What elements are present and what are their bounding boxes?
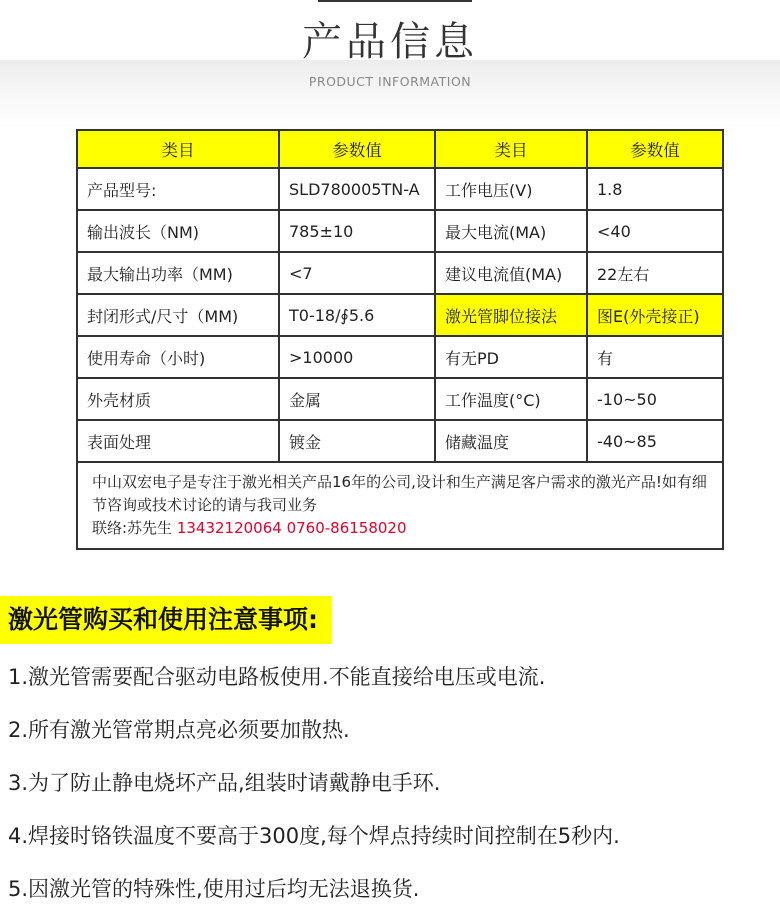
cell-value: -10~50 — [587, 378, 723, 420]
cell-value: 1.8 — [587, 168, 723, 210]
caution-item: 5.因激光管的特殊性,使用过后均无法退换货. — [8, 877, 420, 901]
cell-label: 建议电流值(MA) — [435, 252, 587, 294]
table-row — [77, 210, 723, 252]
cell-label: 有无PD — [435, 336, 587, 378]
cell-label: 表面处理 — [77, 420, 279, 462]
spec-table — [76, 129, 724, 550]
caution-item: 2.所有激光管常期点亮必须要加散热. — [8, 718, 350, 742]
cell-value: <40 — [587, 210, 723, 252]
header-band — [0, 60, 780, 128]
cell-value: T0-18/∮5.6 — [279, 294, 435, 336]
cell-value-highlight: 图E(外壳接正) — [587, 294, 723, 336]
cautions-title: 激光管购买和使用注意事项: — [0, 596, 332, 644]
header-value: 参数值 — [279, 130, 435, 168]
table-row — [77, 168, 723, 210]
company-note-text: 中山双宏电子是专注于激光相关产品16年的公司,设计和生产满足客户需求的激光产品!如有细节咨询或技术讨论的请与我司业务 — [92, 473, 707, 514]
page-subtitle: PRODUCT INFORMATION — [308, 74, 472, 89]
cell-label: 储藏温度 — [435, 420, 587, 462]
cell-label: 输出波长（NM) — [77, 210, 279, 252]
cell-value: 金属 — [279, 378, 435, 420]
table-row — [77, 378, 723, 420]
company-note — [77, 462, 723, 549]
cell-label: 工作电压(V) — [435, 168, 587, 210]
cell-value: 有 — [587, 336, 723, 378]
cell-label: 工作温度(°C) — [435, 378, 587, 420]
table-row — [77, 252, 723, 294]
table-header-row — [77, 130, 723, 168]
caution-item: 1.激光管需要配合驱动电路板使用.不能直接给电压或电流. — [8, 665, 546, 689]
caution-item: 4.焊接时铬铁温度不要高于300度,每个焊点持续时间控制在5秒内. — [8, 824, 620, 848]
cell-label: 使用寿命（小时) — [77, 336, 279, 378]
cell-value: >10000 — [279, 336, 435, 378]
header-category: 类目 — [77, 130, 279, 168]
cell-value: 22左右 — [587, 252, 723, 294]
table-row — [77, 420, 723, 462]
cell-label: 最大电流(MA) — [435, 210, 587, 252]
table-row — [77, 336, 723, 378]
cell-label: 外壳材质 — [77, 378, 279, 420]
table-row — [77, 294, 723, 336]
cell-value: <7 — [279, 252, 435, 294]
cell-label: 最大输出功率（MM) — [77, 252, 279, 294]
cell-value: 镀金 — [279, 420, 435, 462]
page-title: 产品信息 — [302, 19, 478, 65]
contact-numbers: 13432120064 0760-86158020 — [176, 519, 407, 537]
table-note-row — [77, 462, 723, 549]
cell-value: 785±10 — [279, 210, 435, 252]
cell-value: -40~85 — [587, 420, 723, 462]
header-value: 参数值 — [587, 130, 723, 168]
header-category: 类目 — [435, 130, 587, 168]
cell-label: 封闭形式/尺寸（MM) — [77, 294, 279, 336]
cell-value: SLD780005TN-A — [279, 168, 435, 210]
header-divider — [318, 0, 472, 2]
caution-item: 3.为了防止静电烧坏产品,组装时请戴静电手环. — [8, 771, 441, 795]
cell-label-highlight: 激光管脚位接法 — [435, 294, 587, 336]
cell-label: 产品型号: — [77, 168, 279, 210]
contact-label: 联络:苏先生 — [92, 519, 177, 537]
